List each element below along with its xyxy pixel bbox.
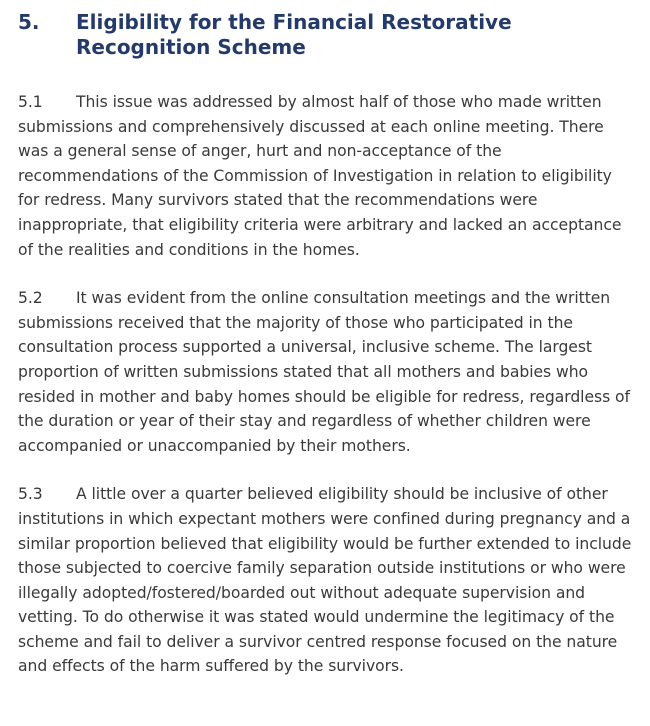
- paragraph-5-1: [18, 90, 638, 262]
- section-title: Eligibility for the Financial Restorative Recognition Scheme: [76, 10, 512, 59]
- paragraph-text: This issue was addressed by almost half of those who made written submissions and comprehensively discussed at each online meeting. There was a general sense of anger, hurt and non-acceptance of the recommendations of the Commission of Investigation in relation to eligibility for redress. Many survivors stated that the recommendations were inappropriate, that eligibility criteria were arbitrary and lacked an acceptance of the realities and conditions in the homes.: [18, 93, 622, 259]
- paragraph-text: A little over a quarter believed eligibility should be inclusive of other institutions in which expectant mothers were confined during pregnancy and a similar proportion believed that eligibility would be further extended to include those subjected to coercive family separation outside institutions or who were illegally adopted/fostered/boarded out without adequate supervision and vetting. To do otherwise it was stated would undermine the legitimacy of the scheme and fail to deliver a survivor centred response focused on the nature and effects of the harm suffered by the survivors.: [18, 485, 632, 676]
- paragraph-number: 5.1: [18, 93, 43, 111]
- paragraph-5-3: [18, 482, 638, 679]
- paragraph-number: 5.2: [18, 289, 43, 308]
- paragraph-5-2: [18, 286, 638, 458]
- paragraph-number: 5.3: [18, 485, 43, 504]
- document-page: [18, 10, 638, 703]
- paragraph-text: It was evident from the online consultation meetings and the written submissions received that the majority of those who participated in the consultation process supported a universal, inclusive scheme. The largest proportion of written submissions stated that all mothers and babies who resided in mother and baby homes should be eligible for redress, regardless of the duration or year of their stay and regardless of whether children were accompanied or unaccompanied by their mothers.: [18, 289, 630, 455]
- section-number: 5.: [18, 10, 40, 34]
- section-heading: [18, 10, 638, 60]
